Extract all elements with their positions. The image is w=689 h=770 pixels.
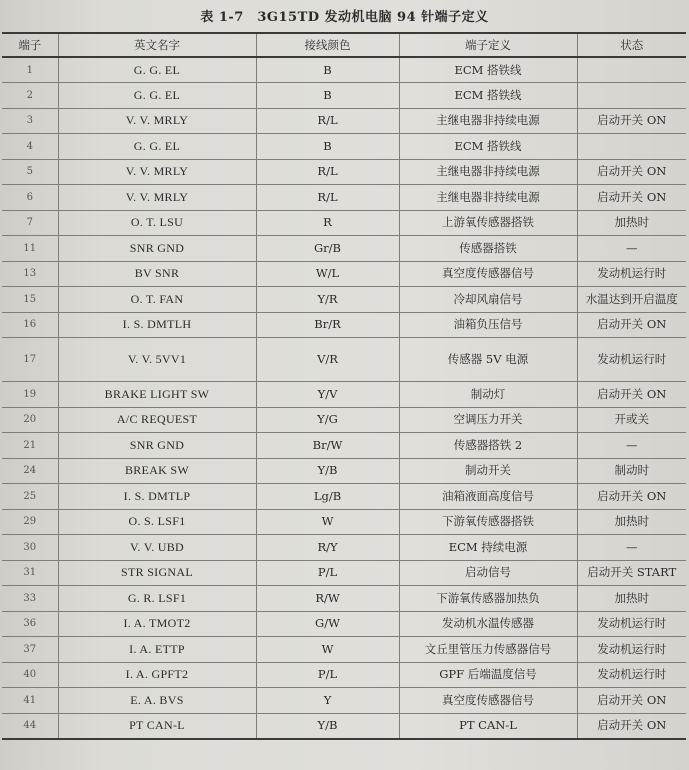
- cell-state: [577, 134, 686, 160]
- cell-state: 加热时: [577, 509, 686, 535]
- cell-english-name: V. V. MRLY: [58, 159, 256, 185]
- cell-pin: 21: [2, 433, 58, 459]
- cell-pin: 2: [2, 83, 58, 109]
- cell-english-name: I. S. DMTLP: [58, 484, 256, 510]
- table-row: [2, 261, 686, 287]
- cell-english-name: V. V. UBD: [58, 535, 256, 561]
- cell-wire-color: P/L: [256, 662, 399, 688]
- cell-pin-definition: 下游氧传感器加热负: [399, 586, 577, 612]
- cell-pin-definition: 油箱负压信号: [399, 312, 577, 338]
- cell-pin: 19: [2, 382, 58, 408]
- cell-english-name: E. A. BVS: [58, 688, 256, 714]
- header-state: 状态: [577, 33, 686, 57]
- cell-pin: 5: [2, 159, 58, 185]
- cell-english-name: O. S. LSF1: [58, 509, 256, 535]
- cell-state: —: [577, 535, 686, 561]
- table-row: [2, 210, 686, 236]
- cell-pin: 24: [2, 458, 58, 484]
- table-header-row: [2, 33, 686, 57]
- cell-pin-definition: 冷却风扇信号: [399, 287, 577, 313]
- cell-pin: 44: [2, 713, 58, 739]
- cell-pin-definition: 下游氧传感器搭铁: [399, 509, 577, 535]
- table-row: [2, 108, 686, 134]
- table-row: [2, 535, 686, 561]
- cell-wire-color: R/L: [256, 159, 399, 185]
- table-row: [2, 637, 686, 663]
- cell-pin-definition: 主继电器非持续电源: [399, 159, 577, 185]
- cell-wire-color: R/L: [256, 108, 399, 134]
- table-row: [2, 509, 686, 535]
- cell-wire-color: Gr/B: [256, 236, 399, 262]
- table-row: [2, 134, 686, 160]
- cell-wire-color: Y/G: [256, 407, 399, 433]
- cell-pin-definition: 真空度传感器信号: [399, 261, 577, 287]
- table-row: [2, 236, 686, 262]
- cell-wire-color: R/W: [256, 586, 399, 612]
- cell-state: 加热时: [577, 210, 686, 236]
- cell-pin-definition: ECM 持续电源: [399, 535, 577, 561]
- cell-state: 发动机运行时: [577, 338, 686, 382]
- cell-pin-definition: 传感器 5V 电源: [399, 338, 577, 382]
- cell-pin: 3: [2, 108, 58, 134]
- cell-pin-definition: 真空度传感器信号: [399, 688, 577, 714]
- cell-pin-definition: ECM 搭铁线: [399, 134, 577, 160]
- cell-wire-color: W/L: [256, 261, 399, 287]
- cell-pin-definition: 制动开关: [399, 458, 577, 484]
- cell-english-name: I. A. TMOT2: [58, 611, 256, 637]
- cell-pin-definition: PT CAN-L: [399, 713, 577, 739]
- cell-english-name: BREAK SW: [58, 458, 256, 484]
- cell-state: 发动机运行时: [577, 662, 686, 688]
- cell-wire-color: W: [256, 637, 399, 663]
- cell-state: 开或关: [577, 407, 686, 433]
- pin-definition-table: [2, 32, 686, 740]
- cell-wire-color: R/L: [256, 185, 399, 211]
- table-row: [2, 611, 686, 637]
- table-row: [2, 407, 686, 433]
- cell-pin: 15: [2, 287, 58, 313]
- cell-state: 制动时: [577, 458, 686, 484]
- cell-wire-color: B: [256, 134, 399, 160]
- cell-english-name: O. T. LSU: [58, 210, 256, 236]
- cell-pin: 13: [2, 261, 58, 287]
- cell-wire-color: Br/R: [256, 312, 399, 338]
- table-row: [2, 713, 686, 739]
- cell-pin: 30: [2, 535, 58, 561]
- cell-state: —: [577, 433, 686, 459]
- cell-state: —: [577, 236, 686, 262]
- table-row: [2, 312, 686, 338]
- cell-state: 启动开关 ON: [577, 312, 686, 338]
- cell-state: 启动开关 ON: [577, 688, 686, 714]
- cell-pin-definition: 主继电器非持续电源: [399, 185, 577, 211]
- cell-pin-definition: ECM 搭铁线: [399, 83, 577, 109]
- cell-wire-color: R/Y: [256, 535, 399, 561]
- cell-english-name: G. G. EL: [58, 57, 256, 83]
- cell-english-name: SNR GND: [58, 236, 256, 262]
- cell-pin: 31: [2, 560, 58, 586]
- cell-pin: 16: [2, 312, 58, 338]
- cell-english-name: V. V. 5VV1: [58, 338, 256, 382]
- cell-english-name: I. S. DMTLH: [58, 312, 256, 338]
- cell-state: 启动开关 ON: [577, 159, 686, 185]
- table-row: [2, 560, 686, 586]
- cell-english-name: I. A. GPFT2: [58, 662, 256, 688]
- cell-pin-definition: 制动灯: [399, 382, 577, 408]
- table-row: [2, 83, 686, 109]
- cell-wire-color: Y: [256, 688, 399, 714]
- cell-state: 发动机运行时: [577, 637, 686, 663]
- cell-pin-definition: 启动信号: [399, 560, 577, 586]
- cell-pin: 40: [2, 662, 58, 688]
- cell-english-name: G. G. EL: [58, 83, 256, 109]
- cell-pin-definition: 传感器搭铁: [399, 236, 577, 262]
- cell-english-name: STR SIGNAL: [58, 560, 256, 586]
- cell-state: 启动开关 ON: [577, 382, 686, 408]
- cell-state: 启动开关 ON: [577, 713, 686, 739]
- cell-pin-definition: 主继电器非持续电源: [399, 108, 577, 134]
- cell-state: 启动开关 START: [577, 560, 686, 586]
- header-pin-definition: 端子定义: [399, 33, 577, 57]
- table-row: [2, 382, 686, 408]
- cell-english-name: O. T. FAN: [58, 287, 256, 313]
- cell-english-name: BRAKE LIGHT SW: [58, 382, 256, 408]
- cell-english-name: V. V. MRLY: [58, 108, 256, 134]
- cell-pin: 4: [2, 134, 58, 160]
- table-caption: 表 1-7 3G15TD 发动机电脑 94 针端子定义: [200, 10, 489, 25]
- cell-wire-color: Y/R: [256, 287, 399, 313]
- cell-state: 发动机运行时: [577, 261, 686, 287]
- cell-wire-color: Br/W: [256, 433, 399, 459]
- table-row: [2, 586, 686, 612]
- cell-wire-color: Lg/B: [256, 484, 399, 510]
- cell-pin: 1: [2, 57, 58, 83]
- cell-pin: 6: [2, 185, 58, 211]
- cell-state: [577, 57, 686, 83]
- cell-pin: 11: [2, 236, 58, 262]
- cell-pin: 25: [2, 484, 58, 510]
- cell-wire-color: Y/V: [256, 382, 399, 408]
- table-row: [2, 159, 686, 185]
- table-row: [2, 185, 686, 211]
- cell-english-name: SNR GND: [58, 433, 256, 459]
- cell-pin: 7: [2, 210, 58, 236]
- cell-wire-color: Y/B: [256, 458, 399, 484]
- cell-english-name: A/C REQUEST: [58, 407, 256, 433]
- cell-state: 加热时: [577, 586, 686, 612]
- cell-english-name: G. R. LSF1: [58, 586, 256, 612]
- cell-wire-color: B: [256, 57, 399, 83]
- cell-pin-definition: 油箱液面高度信号: [399, 484, 577, 510]
- cell-wire-color: Y/B: [256, 713, 399, 739]
- cell-pin-definition: 传感器搭铁 2: [399, 433, 577, 459]
- cell-state: 启动开关 ON: [577, 484, 686, 510]
- cell-pin-definition: 文丘里管压力传感器信号: [399, 637, 577, 663]
- cell-pin: 20: [2, 407, 58, 433]
- header-english-name: 英文名字: [58, 33, 256, 57]
- header-pin: 端子: [2, 33, 58, 57]
- cell-wire-color: P/L: [256, 560, 399, 586]
- cell-pin: 29: [2, 509, 58, 535]
- cell-pin-definition: 空调压力开关: [399, 407, 577, 433]
- cell-pin-definition: 发动机水温传感器: [399, 611, 577, 637]
- cell-pin: 36: [2, 611, 58, 637]
- cell-pin: 37: [2, 637, 58, 663]
- table-row: [2, 433, 686, 459]
- cell-pin-definition: ECM 搭铁线: [399, 57, 577, 83]
- cell-pin: 33: [2, 586, 58, 612]
- table-row: [2, 484, 686, 510]
- cell-pin-definition: 上游氧传感器搭铁: [399, 210, 577, 236]
- table-row: [2, 688, 686, 714]
- cell-wire-color: G/W: [256, 611, 399, 637]
- cell-state: 水温达到开启温度: [577, 287, 686, 313]
- cell-pin-definition: GPF 后端温度信号: [399, 662, 577, 688]
- cell-english-name: G. G. EL: [58, 134, 256, 160]
- cell-pin: 17: [2, 338, 58, 382]
- table-row: [2, 338, 686, 382]
- cell-wire-color: W: [256, 509, 399, 535]
- table-row: [2, 287, 686, 313]
- cell-english-name: PT CAN-L: [58, 713, 256, 739]
- cell-wire-color: V/R: [256, 338, 399, 382]
- cell-english-name: I. A. ETTP: [58, 637, 256, 663]
- cell-wire-color: B: [256, 83, 399, 109]
- table-row: [2, 458, 686, 484]
- cell-wire-color: R: [256, 210, 399, 236]
- table-body: [2, 57, 686, 739]
- cell-state: 发动机运行时: [577, 611, 686, 637]
- cell-state: 启动开关 ON: [577, 185, 686, 211]
- cell-state: [577, 83, 686, 109]
- table-row: [2, 662, 686, 688]
- cell-state: 启动开关 ON: [577, 108, 686, 134]
- cell-english-name: BV SNR: [58, 261, 256, 287]
- header-wire-color: 接线颜色: [256, 33, 399, 57]
- table-row: [2, 57, 686, 83]
- cell-pin: 41: [2, 688, 58, 714]
- cell-english-name: V. V. MRLY: [58, 185, 256, 211]
